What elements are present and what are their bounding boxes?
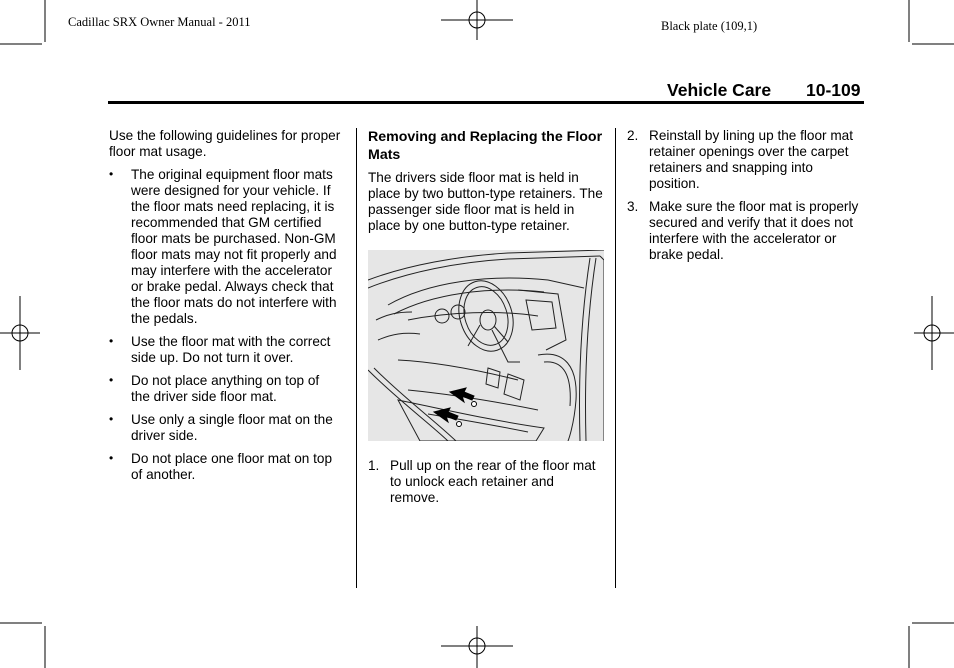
intro-text: Use the following guidelines for proper floor mat usage. — [109, 128, 341, 159]
list-item — [627, 128, 859, 192]
step-number: 1. — [368, 458, 380, 473]
step-number: 3. — [627, 199, 639, 214]
bullet-icon: • — [109, 412, 114, 426]
column-2 — [368, 128, 606, 234]
section-heading: Removing and Replacing the Floor Mats — [368, 129, 603, 163]
bullet-icon: • — [109, 373, 114, 387]
paragraph: The drivers side floor mat is held in place by two button-type retainers. The passenger side floor mat is held in place by one button-type retainer. — [368, 170, 603, 233]
section-title: Vehicle Care — [667, 80, 772, 100]
print-header-left: Cadillac SRX Owner Manual - 2011 — [68, 15, 251, 29]
list-item — [109, 451, 341, 483]
step-number: 2. — [627, 128, 639, 143]
step-text: Make sure the floor mat is properly secured and verify that it does not interfere with the accelerator or brake pedal. — [649, 199, 859, 262]
step-text: Reinstall by lining up the floor mat retainer openings over the carpet retainers and snapping into position. — [649, 128, 854, 191]
print-header-right: Black plate (109,1) — [661, 19, 758, 33]
floor-mat-illustration — [368, 250, 604, 441]
header-rule — [108, 101, 864, 104]
page-number: 10-109 — [806, 80, 861, 100]
column-divider-2 — [615, 128, 616, 588]
column-divider-1 — [356, 128, 357, 588]
bullet-icon: • — [109, 451, 114, 465]
bullet-icon: • — [109, 167, 114, 181]
list-item — [109, 167, 341, 327]
column-1 — [109, 128, 341, 490]
bullet-icon: • — [109, 334, 114, 348]
list-item-text: Use the floor mat with the correct side up. Do not turn it over. — [131, 334, 331, 365]
list-item — [368, 458, 606, 506]
list-item-text: Do not place one floor mat on top of another. — [131, 451, 333, 482]
list-item — [109, 412, 341, 444]
list-item-text: Do not place anything on top of the driver side floor mat. — [131, 373, 320, 404]
list-item — [109, 373, 341, 405]
list-item — [627, 199, 859, 263]
column-3 — [627, 128, 859, 270]
step-text: Pull up on the rear of the floor mat to unlock each retainer and remove. — [390, 458, 596, 505]
list-item-text: Use only a single floor mat on the driver side. — [131, 412, 333, 443]
list-item — [109, 334, 341, 366]
list-item-text: The original equipment floor mats were designed for your vehicle. If the floor mats need replacing, it is recommended that GM certified floor mats be purchased. Non-GM floor mats may not fit properly and may interfere with the accelerator or brake pedal. Always check that the floor mats do not interfere with the pedals. — [131, 167, 337, 326]
column-2-steps — [368, 458, 606, 513]
